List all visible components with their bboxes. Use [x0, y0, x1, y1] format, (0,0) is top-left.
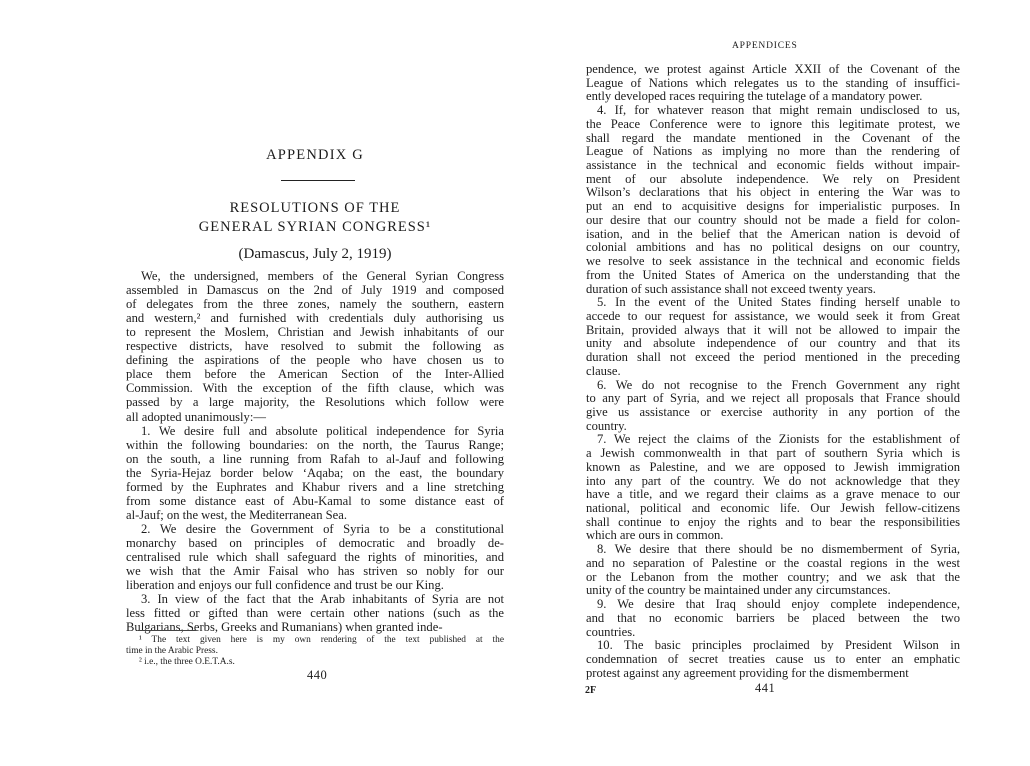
text-line: defining the aspirations of the people who have chosen us to: [126, 353, 504, 368]
text-line: League of Nations which relegates us to the standing of insuffici-: [586, 75, 960, 90]
text-line: unity and absolute independence of our country and that its: [586, 336, 960, 351]
text-line: and western,² and furnished with credentials duly authorising us: [126, 311, 504, 326]
footnote-rule: [138, 630, 196, 631]
text-line: 6. We do not recognise to the French Government any right: [597, 377, 960, 392]
text-line: 3. In view of the fact that the Arab inhabitants of Syria are not: [141, 592, 504, 607]
text-line: duration shall not exceed the period mentioned in the preceding: [586, 350, 960, 365]
text-line: formed by the Euphrates and Khabur rivers and a line stretching: [126, 479, 504, 494]
text-line: into any part of the country. We do not acknowledge that they: [586, 473, 960, 488]
text-line: clause.: [586, 363, 621, 378]
page-number-left: 440: [307, 668, 328, 682]
text-line: 9. We desire that Iraq should enjoy complete independence,: [597, 597, 960, 612]
dateline: (Damascus, July 2, 1919): [238, 246, 392, 262]
text-line: within the following boundaries: on the north, the Taurus Range;: [126, 437, 504, 452]
text-line: monarchy based on principles of democratic and broadly de-: [126, 535, 504, 550]
text-line: 4. If, for whatever reason that might remain undisclosed to us,: [597, 103, 960, 118]
text-line: known as Palestine, and we are opposed to Jewish immigration: [586, 459, 960, 474]
text-line: 5. In the event of the United States finding herself unable to: [597, 295, 960, 310]
text-line: a Jewish commonwealth in that part of southern Syria which is: [586, 446, 960, 461]
text-line: and no separation of Palestine or the coastal regions in the west: [586, 555, 960, 570]
text-line: accede to our request for assistance, we would seek it from Great: [586, 308, 960, 323]
page-number-right: 441: [755, 681, 776, 695]
text-line: passed by a large majority, the Resolutions which follow were: [126, 395, 504, 410]
text-line: condemnation of secret treaties cause us to enter an emphatic: [586, 651, 960, 666]
text-line: all adopted unanimously:—: [126, 409, 266, 424]
title-rule: [281, 180, 355, 181]
text-line: of delegates from the three zones, namely the southern, eastern: [126, 297, 504, 312]
text-line: Wilson’s declarations that his object in entering the War was to: [586, 185, 960, 200]
text-line: Commission. With the exception of the fifth clause, which was: [126, 381, 504, 396]
appendix-title-line-1: RESOLUTIONS OF THE: [229, 200, 401, 216]
text-line: 10. The basic principles proclaimed by President Wilson in: [597, 638, 960, 653]
text-line: on the south, a line running from Rafah to al-Jauf and following: [126, 451, 504, 466]
text-line: 7. We reject the claims of the Zionists for the establishment of: [597, 432, 960, 447]
text-line: or the Lebanon from the mother country; and we ask that the: [586, 569, 960, 584]
signature-mark: 2F: [585, 685, 597, 696]
running-head: APPENDICES: [732, 41, 798, 51]
text-line: ently developed races requiring the tutelage of a mandatory power.: [586, 89, 923, 104]
text-line: put an end to acquisitive designs for imperialistic purposes. In: [586, 199, 960, 214]
text-line: 8. We desire that there should be no dismemberment of Syria,: [597, 542, 960, 557]
text-line: pendence, we protest against Article XXII of the Covenant of the: [586, 62, 960, 76]
text-line: protest against any agreement providing for the dismemberment: [586, 665, 909, 680]
text-line: respective districts, have resolved to submit the following as: [126, 339, 504, 354]
text-line: 2. We desire the Government of Syria to be a constitutional: [141, 521, 504, 536]
text-line: have a title, and we regard their claims as a grave menace to our: [586, 487, 960, 502]
text-line: We, the undersigned, members of the General Syrian Congress: [141, 269, 504, 283]
text-line: ment of our absolute independence. We rely on President: [586, 171, 960, 186]
text-line: liberation and enjoys our full confidence and trust be our King.: [126, 578, 444, 593]
text-line: 1. We desire full and absolute political independence for Syria: [141, 423, 504, 438]
text-line: from some distance east of Abu-Kamal to some distance east of: [126, 493, 504, 508]
text-line: assistance in the technical and economic fields without impair-: [586, 158, 960, 173]
text-line: shall continue to enjoy the rights and to bear the responsibilities: [586, 514, 960, 529]
text-line: Bulgarians, Serbs, Greeks and Rumanians) when granted inde-: [126, 620, 443, 635]
text-line: al-Jauf; on the west, the Mediterranean Sea.: [126, 507, 348, 522]
text-line: country.: [586, 418, 627, 433]
text-line: which are ours in common.: [586, 528, 724, 543]
text-line: League of Nations as implying no more than the rendering of: [586, 144, 960, 159]
text-line: countries.: [586, 624, 636, 639]
footnote-line: time in the Arabic Press.: [126, 646, 218, 657]
text-line: give us assistance or exercise authority in any portion of the: [586, 405, 960, 419]
text-line: from the United States of America on the understanding that the: [586, 267, 960, 282]
text-line: place them before the American Section of the Inter-Allied: [126, 367, 504, 382]
text-line: less fitted or gifted than were certain other nations (such as the: [126, 606, 504, 621]
text-line: national, political and economic life. Our Jewish fellow-citizens: [586, 501, 960, 516]
text-line: we resolve to seek assistance in the technical and economic fields: [586, 254, 960, 269]
text-line: we wish that the Amir Faisal who has striven so nobly for our: [126, 564, 504, 579]
text-line: colonial ambitions and has no political designs on our country,: [586, 240, 960, 255]
text-line: our desire that our country should not be made a field for colon-: [586, 212, 960, 227]
text-line: duration of such assistance shall not exceed twenty years.: [586, 281, 876, 296]
text-line: to represent the Moslem, Christian and Jewish inhabitants of our: [126, 325, 504, 340]
text-line: Britain, provided always that it will not be allowed to impair the: [586, 322, 960, 337]
text-line: isation, and in the belief that the American nation is devoid of: [586, 226, 960, 241]
text-line: to any part of Syria, and we reject all proposals that France should: [586, 391, 960, 406]
appendix-label: APPENDIX G: [266, 147, 364, 163]
appendix-title-line-2: GENERAL SYRIAN CONGRESS¹: [198, 219, 432, 235]
text-line: the Peace Conference were to ignore this legitimate protest, we: [586, 116, 960, 131]
text-line: centralised rule which shall safeguard the rights of minorities, and: [126, 550, 504, 564]
text-line: assembled in Damascus on the 2nd of July 1919 and composed: [126, 283, 504, 298]
text-line: the Syria-Hejaz border below ‘Aqaba; on the east, the boundary: [126, 465, 504, 480]
text-line: and that no economic barriers be placed between the two: [586, 610, 960, 625]
text-line: unity of the country be maintained under any circumstances.: [586, 583, 891, 598]
footnote-line: ² i.e., the three O.E.T.A.s.: [139, 657, 235, 668]
text-line: shall regard the mandate mentioned in the Covenant of the: [586, 130, 960, 145]
footnote-line: ¹ The text given here is my own rendering of the text published at the: [139, 635, 504, 645]
right-page: [515, 0, 1030, 766]
